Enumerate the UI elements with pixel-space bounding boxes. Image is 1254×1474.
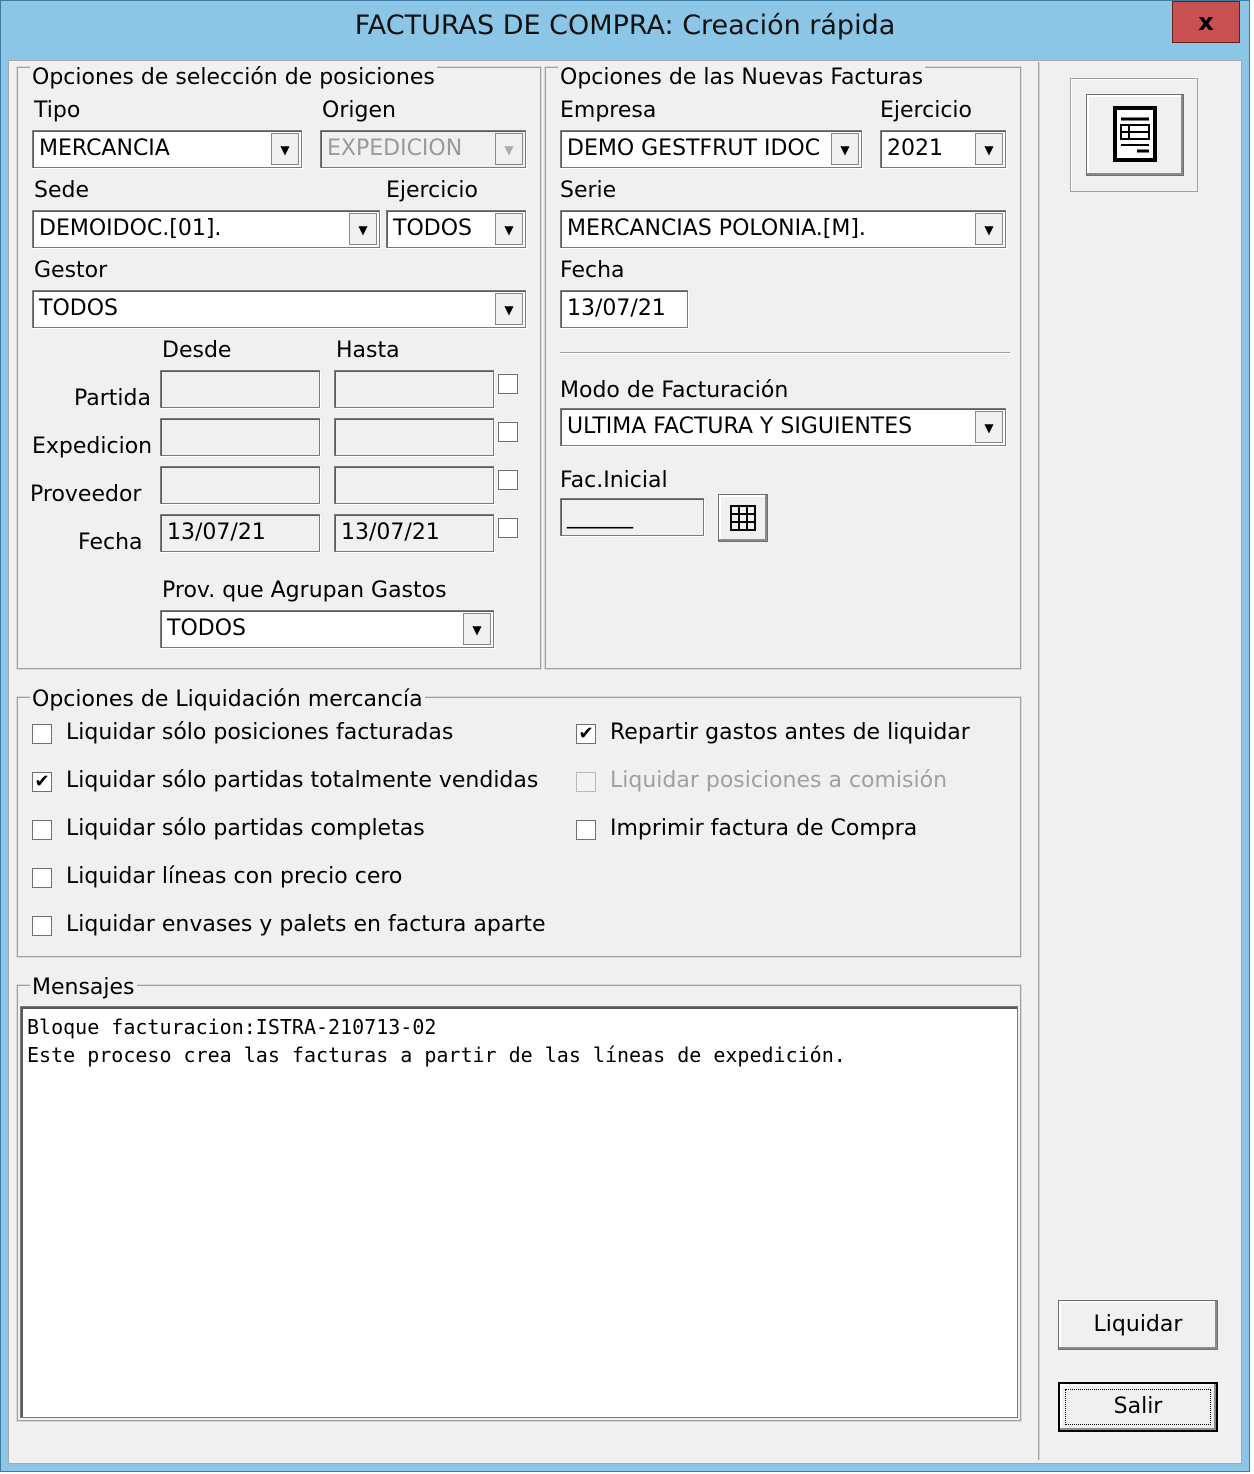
ejercicio-nuevas-dropdown[interactable] [880, 130, 1006, 168]
chevron-down-icon[interactable]: ▼ [831, 133, 859, 165]
expedicion-hasta-input[interactable] [334, 418, 494, 456]
proveedor-desde-input[interactable] [160, 466, 320, 504]
chevron-down-icon[interactable]: ▼ [271, 133, 299, 165]
expedicion-checkbox[interactable] [498, 422, 518, 442]
nuevas-group-label: Opciones de las Nuevas Facturas [560, 65, 924, 90]
opt-posiciones-facturadas-label[interactable]: Liquidar sólo posiciones facturadas [66, 720, 454, 745]
gestor-dropdown[interactable] [32, 290, 526, 328]
fecha-nuevas-label: Fecha [560, 258, 625, 283]
proveedor-label: Proveedor [30, 482, 142, 507]
empresa-dropdown[interactable] [560, 130, 862, 168]
ejercicio-sel-label: Ejercicio [386, 178, 478, 203]
window-title: FACTURAS DE COMPRA: Creación rápida [354, 10, 896, 41]
origen-value: EXPEDICION [327, 136, 463, 161]
grid-icon [730, 505, 756, 531]
mensajes-group-label: Mensajes [32, 975, 135, 1000]
vertical-divider [1038, 62, 1040, 1460]
mensajes-textarea[interactable] [20, 1006, 1018, 1418]
opt-envases-palets-label[interactable]: Liquidar envases y palets en factura aparte [66, 912, 546, 937]
partida-desde-input[interactable] [160, 370, 320, 408]
expedicion-desde-input[interactable] [160, 418, 320, 456]
check-icon: ✔ [34, 771, 50, 792]
opt-partidas-completas-label[interactable]: Liquidar sólo partidas completas [66, 816, 425, 841]
facinicial-input[interactable]: ______ [560, 498, 704, 536]
partida-hasta-input[interactable] [334, 370, 494, 408]
mensaje-line-1: Bloque facturacion:ISTRA-210713-02 [27, 1015, 437, 1039]
salir-label: Salir [1113, 1394, 1163, 1419]
check-icon: ✔ [578, 723, 594, 744]
origen-dropdown [320, 130, 526, 168]
prov-agrupan-label: Prov. que Agrupan Gastos [162, 578, 447, 603]
opt-repartir-gastos-label[interactable]: Repartir gastos antes de liquidar [610, 720, 970, 745]
gestor-label: Gestor [34, 258, 108, 283]
chevron-down-icon[interactable]: ▼ [495, 293, 523, 325]
close-button[interactable]: x [1172, 1, 1240, 43]
salir-focus-ring [1065, 1389, 1211, 1425]
chevron-down-icon[interactable]: ▼ [495, 213, 523, 245]
sede-label: Sede [34, 178, 89, 203]
fecha-desde-input[interactable]: 13/07/21 [160, 514, 320, 552]
chevron-down-icon[interactable]: ▼ [463, 613, 491, 645]
tipo-label: Tipo [34, 98, 81, 123]
opt-comision-label: Liquidar posiciones a comisión [610, 768, 948, 793]
seleccion-group-label: Opciones de selección de posiciones [32, 65, 435, 90]
opt-precio-cero-checkbox[interactable] [32, 868, 52, 888]
serie-dropdown[interactable] [560, 210, 1006, 248]
serie-value: MERCANCIAS POLONIA.[M]. [567, 216, 866, 241]
liquidacion-group-label: Opciones de Liquidación mercancía [32, 687, 423, 712]
opt-totalmente-vendidas-label[interactable]: Liquidar sólo partidas totalmente vendidas [66, 768, 539, 793]
grid-button[interactable] [718, 494, 768, 542]
expedicion-label: Expedicion [32, 434, 153, 459]
prov-agrupan-dropdown[interactable] [160, 610, 494, 648]
opt-totalmente-vendidas-checkbox[interactable] [32, 772, 52, 792]
opt-imprimir-factura-checkbox[interactable] [576, 820, 596, 840]
gestor-value: TODOS [39, 296, 118, 321]
chevron-down-icon[interactable]: ▼ [975, 133, 1003, 165]
sede-value: DEMOIDOC.[01]. [39, 216, 222, 241]
desde-label: Desde [162, 338, 232, 363]
chevron-down-icon: ▼ [495, 133, 523, 165]
opt-envases-palets-checkbox[interactable] [32, 916, 52, 936]
opt-precio-cero-label[interactable]: Liquidar líneas con precio cero [66, 864, 403, 889]
ejercicio-nuevas-label: Ejercicio [880, 98, 972, 123]
serie-label: Serie [560, 178, 617, 203]
proveedor-hasta-input[interactable] [334, 466, 494, 504]
partida-checkbox[interactable] [498, 374, 518, 394]
modo-value: ULTIMA FACTURA Y SIGUIENTES [567, 414, 913, 439]
tipo-dropdown[interactable] [32, 130, 302, 168]
prov-agrupan-value: TODOS [167, 616, 246, 641]
chevron-down-icon[interactable]: ▼ [975, 411, 1003, 443]
fecha-sel-label: Fecha [78, 530, 143, 555]
chevron-down-icon[interactable]: ▼ [349, 213, 377, 245]
report-button[interactable] [1086, 94, 1184, 176]
modo-label: Modo de Facturación [560, 378, 789, 403]
ejercicio-sel-dropdown[interactable] [386, 210, 526, 248]
sede-dropdown[interactable] [32, 210, 380, 248]
modo-dropdown[interactable] [560, 408, 1006, 446]
liquidar-button[interactable]: Liquidar [1058, 1300, 1218, 1350]
opt-repartir-gastos-checkbox[interactable] [576, 724, 596, 744]
salir-button[interactable] [1058, 1382, 1218, 1432]
empresa-label: Empresa [560, 98, 657, 123]
ejercicio-sel-value: TODOS [393, 216, 472, 241]
ejercicio-nuevas-value: 2021 [887, 136, 943, 161]
mensaje-line-2: Este proceso crea las facturas a partir de las líneas de expedición. [27, 1043, 846, 1067]
empresa-value: DEMO GESTFRUT IDOC [567, 136, 821, 161]
tipo-value: MERCANCIA [39, 136, 170, 161]
origen-label: Origen [322, 98, 396, 123]
hasta-label: Hasta [336, 338, 400, 363]
opt-posiciones-facturadas-checkbox[interactable] [32, 724, 52, 744]
fecha-hasta-input[interactable]: 13/07/21 [334, 514, 494, 552]
chevron-down-icon[interactable]: ▼ [975, 213, 1003, 245]
fecha-checkbox[interactable] [498, 518, 518, 538]
report-icon [1111, 105, 1159, 163]
opt-comision-checkbox [576, 772, 596, 792]
fecha-nuevas-input[interactable]: 13/07/21 [560, 290, 688, 328]
partida-label: Partida [74, 386, 151, 411]
opt-partidas-completas-checkbox[interactable] [32, 820, 52, 840]
opt-imprimir-factura-label[interactable]: Imprimir factura de Compra [610, 816, 918, 841]
nuevas-divider [560, 352, 1010, 354]
facinicial-label: Fac.Inicial [560, 468, 668, 493]
proveedor-checkbox[interactable] [498, 470, 518, 490]
